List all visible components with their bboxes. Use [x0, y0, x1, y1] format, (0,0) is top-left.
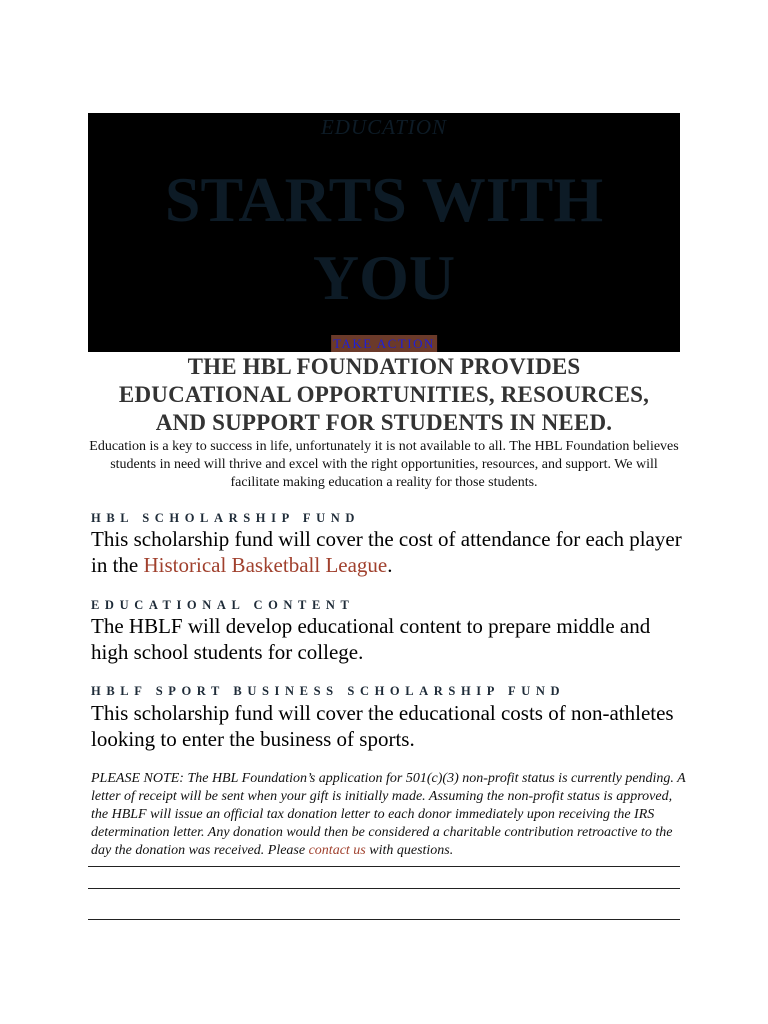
- headline-line-2: EDUCATIONAL OPPORTUNITIES, RESOURCES,: [118, 382, 650, 407]
- divider-line: [88, 866, 680, 867]
- note-text-end: with questions.: [365, 843, 454, 858]
- divider-line: [88, 919, 680, 920]
- hero-banner: [88, 113, 680, 352]
- intro-paragraph: Education is a key to success in life, unfortunately it is not available to all. The HBL Foundation believes students in need will thrive and excel with the right opportunities, resources, and support. We will facilitate making education a reality for those students.: [89, 439, 679, 490]
- hero-title-line-1: STARTS WITH: [164, 164, 604, 235]
- section-label-scholarship-fund: HBL SCHOLARSHIP FUND: [91, 511, 360, 525]
- hero-title: [88, 161, 680, 317]
- nonprofit-status-note: [91, 770, 691, 860]
- historical-basketball-league-link[interactable]: Historical Basketball League: [143, 553, 388, 577]
- take-action-button[interactable]: TAKE ACTION: [333, 336, 435, 351]
- note-text: PLEASE NOTE: The HBL Foundation’s application for 501(c)(3) non-profit status is currently pending. A letter of receipt will be sent when your gift is initially made. Assuming the non-profit status is approved, the HBLF will issue an official tax donation letter to each donor immediately upon receiving the IRS determination letter. Any donation would then be considered a charitable contribution retroactive to the day the donation was received. Please: [91, 771, 686, 858]
- section-body-text: This scholarship fund will cover the cost of attendance for each player in the: [91, 527, 682, 577]
- section-label-sport-business-fund: HBLF SPORT BUSINESS SCHOLARSHIP FUND: [91, 684, 566, 698]
- hero-title-line-2: YOU: [312, 242, 456, 313]
- headline-line-1: THE HBL FOUNDATION PROVIDES: [187, 354, 581, 379]
- hero-eyebrow: EDUCATION: [320, 115, 448, 139]
- section-label-educational-content: EDUCATIONAL CONTENT: [91, 598, 355, 612]
- headline-line-3: AND SUPPORT FOR STUDENTS IN NEED.: [155, 410, 613, 435]
- section-body-sport-business-fund: This scholarship fund will cover the educational costs of non-athletes looking to enter the business of sports.: [91, 701, 674, 751]
- section-body-scholarship-fund: [91, 526, 691, 578]
- section-body-punctuation: .: [387, 553, 393, 577]
- divider-line: [88, 888, 680, 889]
- mission-headline: [60, 353, 708, 437]
- contact-us-link[interactable]: contact us: [308, 843, 366, 858]
- section-body-educational-content: The HBLF will develop educational content to prepare middle and high school students for college.: [91, 614, 651, 664]
